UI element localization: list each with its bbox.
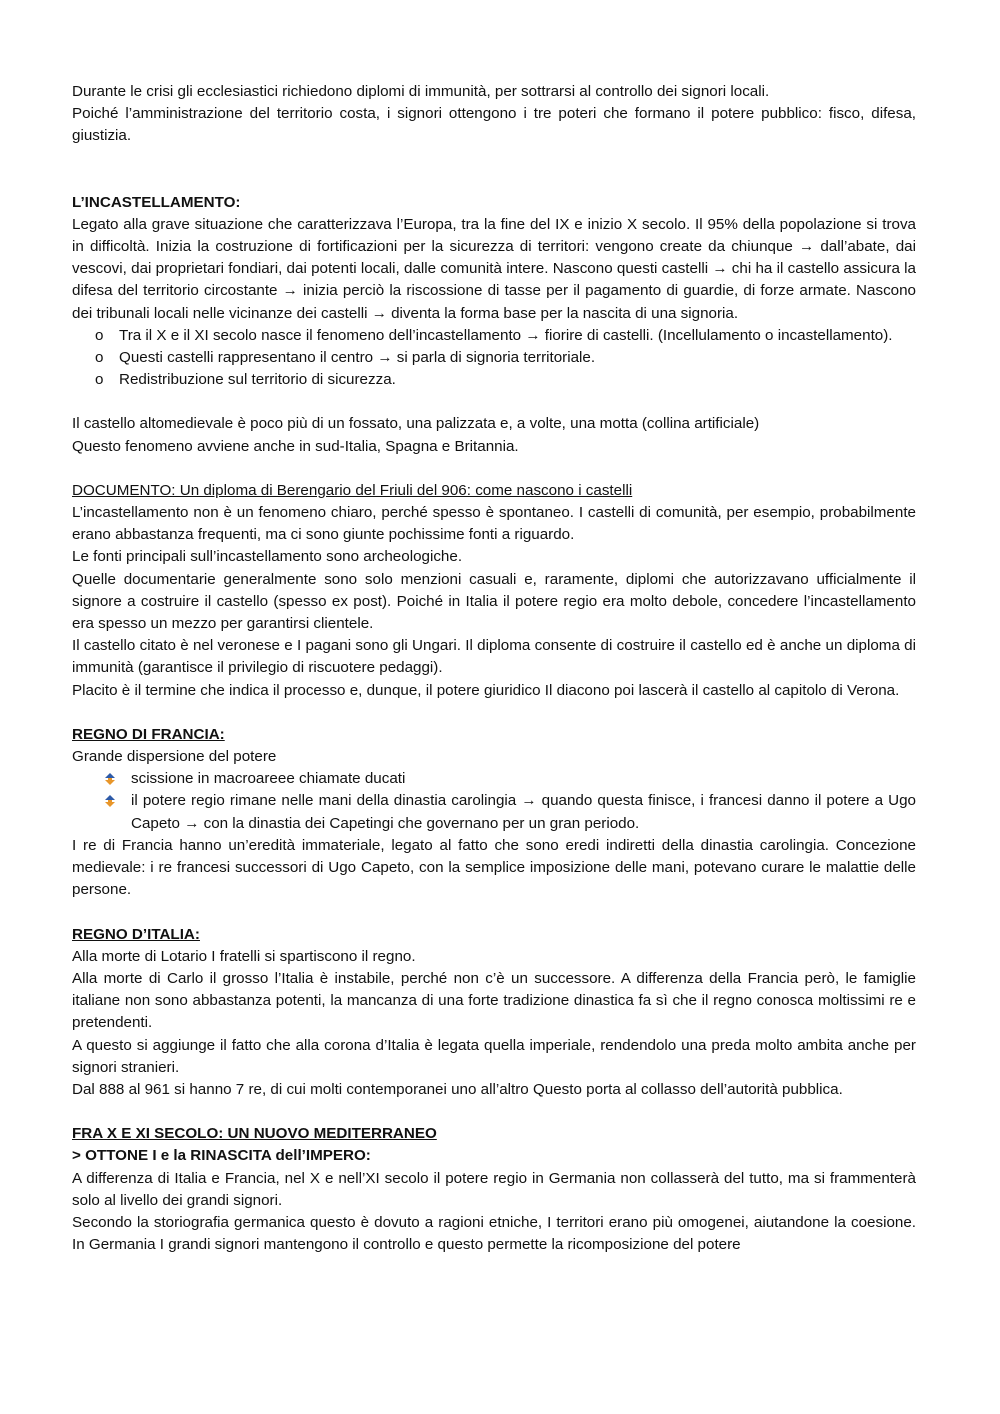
spacer <box>72 148 916 192</box>
circle-bullet-icon: o <box>95 371 104 389</box>
italia-paragraph-3: A questo si aggiunge il fatto che alla corona d’Italia è legata quella imperiale, rendendolo una preda molto ambita anche per signori stranieri. <box>72 1036 916 1076</box>
section-incastellamento <box>72 192 916 458</box>
spacer <box>72 1101 916 1123</box>
documento-paragraph-4: Il castello citato è nel veronese e I pagani sono gli Ungari. Il diploma consente di costruire il castello ed è anche un diploma di immunità (garantisce il privilegio di riscuotere pedaggi). <box>72 637 916 677</box>
italia-paragraph-4: Dal 888 al 961 si hanno 7 re, di cui molti contemporanei uno all’altro Questo porta al collasso dell’autorità pubblica. <box>72 1080 843 1098</box>
section-francia <box>72 724 916 902</box>
list-item <box>72 347 916 369</box>
documento-paragraph-1: L’incastellamento non è un fenomeno chiaro, perché spesso è spontaneo. I castelli di comunità, per esempio, probabilmente erano abbastanza frequenti, ma ci sono giunte pochissime fonti a riguardo. <box>72 504 916 544</box>
documento-paragraph-5: Placito è il termine che indica il processo e, dunque, il potere giuridico Il diacono poi lascerà il castello al capitolo di Verona. <box>72 681 900 699</box>
arrow-bullet-icon <box>103 773 117 785</box>
francia-bullet-list <box>72 768 916 835</box>
list-item-text: il potere regio rimane nelle mani della dinastia carolingia → quando questa finisce, i francesi danno il potere a Ugo Capeto → con la dinastia dei Capetingi che governano per un gran periodo. <box>131 792 916 832</box>
mediterraneo-paragraph-2: Secondo la storiografia germanica questo è dovuto a ragioni etniche, I territori erano più omogenei, aiutandone la coesione. In Germania I grandi signori mantengono il controllo e questo permette la ricomposizione del potere <box>72 1213 916 1254</box>
mediterraneo-paragraph-1: A differenza di Italia e Francia, nel X e nell’XI secolo il potere regio in Germania non collasserà del tutto, ma si frammenterà solo al livello dei grandi signori. <box>72 1169 916 1209</box>
section-italia <box>72 924 916 1102</box>
document-title: DOCUMENTO: Un diploma di Berengario del Friuli del 906: come nascono i castelli <box>72 481 633 499</box>
incastellamento-after-1: Il castello altomedievale è poco più di un fossato, una palizzata e, a volte, una motta (collina artificiale) <box>72 415 760 433</box>
documento-paragraph-2: Le fonti principali sull’incastellamento sono archeologiche. <box>72 548 463 566</box>
incastellamento-after-2: Questo fenomeno avviene anche in sud-Italia, Spagna e Britannia. <box>72 437 519 455</box>
intro-paragraph-2: Poiché l’amministrazione del territorio costa, i signori ottengono i tre poteri che formano il potere pubblico: fisco, difesa, giustizia. <box>72 105 916 145</box>
section-documento <box>72 480 916 702</box>
spacer <box>72 902 916 924</box>
list-item <box>72 369 916 391</box>
spacer <box>72 458 916 480</box>
italia-paragraph-1: Alla morte di Lotario I fratelli si spartiscono il regno. <box>72 947 416 965</box>
list-item <box>72 325 916 347</box>
italia-paragraph-2: Alla morte di Carlo il grosso l’Italia è instabile, perché non c’è un successore. A differenza della Francia però, le famiglie italiane non sono abbastanza potenti, la mancanza di una forte tradizione dinastica fa sì che il regno conosca moltissimi re e pretendenti. <box>72 969 916 1032</box>
arrow-bullet-icon <box>103 795 117 807</box>
section-heading-incastellamento: L’INCASTELLAMENTO: <box>72 193 241 211</box>
section-heading-mediterraneo: FRA X E XI SECOLO: UN NUOVO MEDITERRANEO <box>72 1125 437 1143</box>
circle-bullet-icon: o <box>95 349 104 367</box>
francia-lead: Grande dispersione del potere <box>72 748 277 766</box>
section-heading-francia: REGNO DI FRANCIA: <box>72 725 225 743</box>
list-item <box>72 768 916 790</box>
incastellamento-paragraph: Legato alla grave situazione che caratterizzava l’Europa, tra la fine del IX e inizio X secolo. Il 95% della popolazione si trova in difficoltà. Inizia la costruzione di fortificazioni per la sicurezza di territori: vengono create da chiunque → dall’abate, dai vescovi, dai proprietari fondiari, dai potenti locali, dalle comunità intere. Nascono questi castelli → chi ha il castello assicura la difesa del territorio circostante → inizia perciò la riscossione di tasse per il pagamento di guardie, di forze armate. Nascono dei tribunali locali nelle vicinanze dei castelli → diventa la forma base per la nascita di una signoria. <box>72 215 916 322</box>
spacer <box>72 702 916 724</box>
francia-paragraph: I re di Francia hanno un’eredità immateriale, legato al fatto che sono eredi indiretti della dinastia carolingia. Concezione medievale: i re francesi successori di Ugo Capeto, con la semplice imposizione delle mani, potevano curare le malattie delle persone. <box>72 836 916 899</box>
subheading-ottone: > OTTONE I e la RINASCITA dell’IMPERO: <box>72 1147 371 1165</box>
list-item-text: Tra il X e il XI secolo nasce il fenomeno dell’incastellamento → fiorire di castelli. (Incellulamento o incastellamento). <box>119 326 893 344</box>
documento-paragraph-3: Quelle documentarie generalmente sono solo menzioni casuali e, raramente, diplomi che autorizzavano ufficialmente il signore a costruire il castello (spesso ex post). Poiché in Italia il potere regio era molto debole, concedere l’incastellamento era spesso un mezzo per garantirsi clientele. <box>72 570 916 633</box>
section-mediterraneo <box>72 1123 916 1256</box>
section-heading-italia: REGNO D’ITALIA: <box>72 925 200 943</box>
list-item <box>72 790 916 834</box>
incastellamento-bullet-list <box>72 325 916 392</box>
circle-bullet-icon: o <box>95 326 104 344</box>
intro-paragraph-1: Durante le crisi gli ecclesiastici richiedono diplomi di immunità, per sottrarsi al controllo dei signori locali. <box>72 83 770 100</box>
list-item-text: Redistribuzione sul territorio di sicurezza. <box>119 371 396 389</box>
list-item-text: scissione in macroareee chiamate ducati <box>131 770 406 788</box>
spacer <box>72 391 916 413</box>
list-item-text: Questi castelli rappresentano il centro → si parla di signoria territoriale. <box>119 349 596 367</box>
